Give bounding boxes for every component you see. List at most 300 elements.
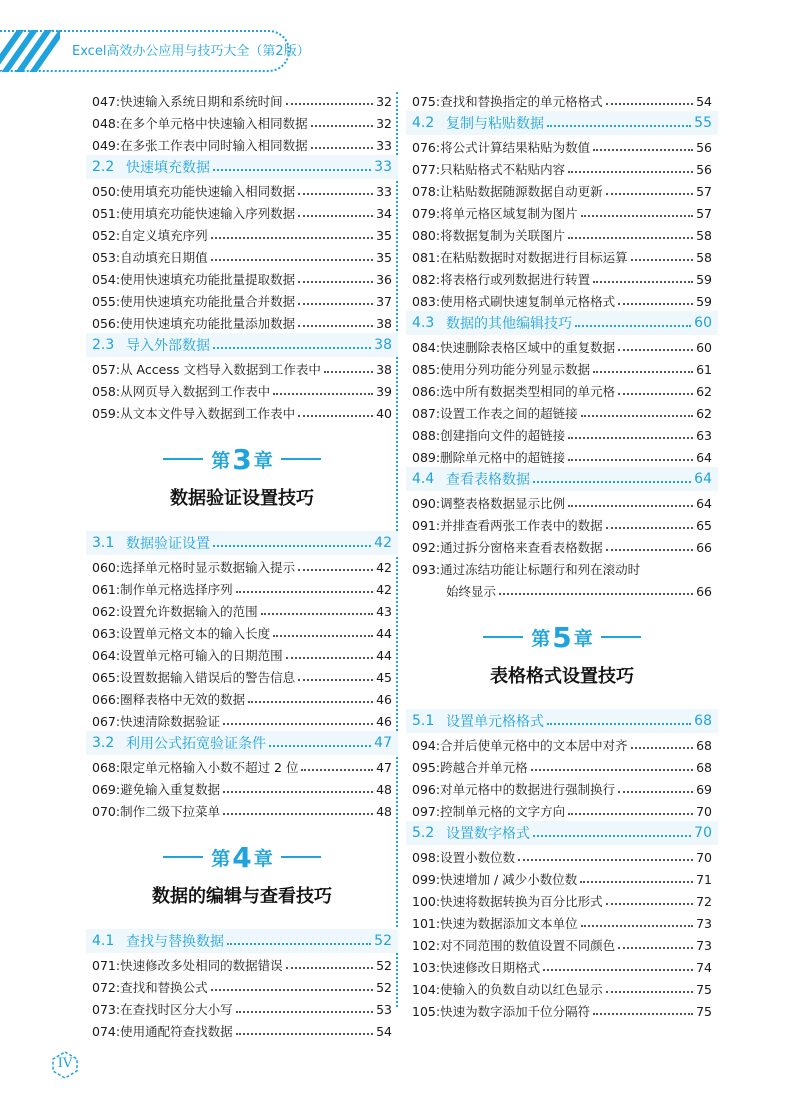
section-title: 复制与粘贴数据 [446, 116, 544, 132]
entry-page: 35 [376, 249, 392, 265]
entry-page: 71 [696, 871, 712, 887]
entry-page: 46 [376, 691, 392, 707]
chapter-number: 4 [232, 840, 252, 874]
toc-entry[interactable] [412, 158, 712, 180]
entry-title: 从 Access 文档导入数据到工作表中 [120, 362, 321, 377]
leader-dots [286, 103, 374, 105]
entry-page: 62 [696, 405, 712, 421]
entry-title: 使用分列功能分列显示数据 [440, 362, 591, 377]
chapter-title: 数据的编辑与查看技巧 [152, 886, 332, 907]
entry-number: 081: [412, 249, 441, 265]
section-number: 4.2 [412, 115, 435, 131]
toc-entry[interactable] [92, 290, 392, 312]
entry-number: 074: [92, 1023, 121, 1039]
entry-number: 055: [92, 293, 121, 309]
section-number: 3.2 [92, 735, 115, 751]
leader-dots [618, 393, 693, 395]
toc-entry[interactable] [92, 688, 392, 710]
entry-number: 061: [92, 581, 121, 597]
leader-dots [581, 215, 694, 217]
entry-page: 52 [376, 957, 392, 973]
leader-dots [533, 481, 691, 483]
entry-number: 078: [412, 183, 441, 199]
chapter-title: 表格格式设置技巧 [490, 666, 634, 687]
toc-section[interactable] [92, 732, 392, 754]
entry-page: 48 [376, 781, 392, 797]
leader-dots [213, 545, 371, 547]
toc-entry[interactable] [92, 268, 392, 290]
leader-dots [547, 125, 691, 127]
leader-dots [311, 125, 374, 127]
section-page: 42 [374, 535, 392, 551]
entry-page: 46 [376, 713, 392, 729]
entry-title: 在查找时区分大小写 [120, 1002, 233, 1017]
toc-entry[interactable] [92, 312, 392, 334]
entry-number: 098: [412, 849, 441, 865]
toc-section[interactable] [92, 334, 392, 356]
entry-title: 并排查看两张工作表中的数据 [440, 518, 603, 533]
entry-title-continued: 始终显示 [446, 584, 497, 599]
leader-dots [248, 701, 373, 703]
entry-number: 070: [92, 803, 121, 819]
toc-entry[interactable] [412, 734, 712, 756]
toc-entry[interactable] [412, 90, 712, 112]
leader-dots [223, 723, 373, 725]
entry-title: 合并后使单元格中的文本居中对齐 [440, 738, 628, 753]
entry-title: 快速清除数据验证 [120, 714, 221, 729]
chapter-number-line [92, 840, 392, 874]
entry-title: 快速修改日期格式 [440, 960, 541, 975]
leader-dots [581, 925, 694, 927]
entry-page: 42 [376, 559, 392, 575]
chapter-title: 数据验证设置技巧 [170, 488, 314, 509]
leader-dots [631, 259, 694, 261]
entry-title: 制作单元格选择序列 [120, 582, 233, 597]
chapter-number: 3 [232, 442, 252, 476]
entry-page: 73 [696, 937, 712, 953]
leader-dots [298, 281, 373, 283]
entry-page: 37 [376, 293, 392, 309]
toc-entry[interactable] [412, 978, 712, 1000]
entry-title: 跨越合并单元格 [440, 760, 528, 775]
entry-number: 088: [412, 427, 441, 443]
leader-dots [543, 969, 693, 971]
entry-page: 47 [376, 759, 392, 775]
entry-title: 只粘贴格式不粘贴内容 [440, 162, 566, 177]
entry-number: 065: [92, 669, 121, 685]
leader-dots [580, 881, 693, 883]
entry-page: 52 [376, 979, 392, 995]
entry-title: 自定义填充序列 [120, 228, 208, 243]
chapter-heading [412, 620, 712, 688]
entry-title: 从文本文件导入数据到工作表中 [120, 406, 296, 421]
section-number: 2.2 [92, 159, 115, 175]
toc-entry[interactable] [92, 756, 392, 778]
entry-title: 使用通配符查找数据 [120, 1024, 233, 1039]
entry-number: 085: [412, 361, 441, 377]
section-page: 70 [694, 825, 712, 841]
entry-page: 63 [696, 427, 712, 443]
leader-dots [211, 259, 374, 261]
entry-title: 设置单元格文本的输入长度 [120, 626, 271, 641]
toc-entry[interactable] [92, 644, 392, 666]
entry-title: 选择单元格时显示数据输入提示 [120, 560, 296, 575]
entry-page: 48 [376, 803, 392, 819]
leader-dots [236, 1011, 374, 1013]
entry-number: 089: [412, 449, 441, 465]
entry-page: 69 [696, 781, 712, 797]
entry-page: 68 [696, 759, 712, 775]
entry-title: 设置工作表之间的超链接 [440, 406, 578, 421]
entry-number: 101: [412, 915, 441, 931]
section-number: 4.1 [92, 933, 115, 949]
entry-page: 59 [696, 271, 712, 287]
entry-number: 080: [412, 227, 441, 243]
leader-dots [533, 835, 691, 837]
toc-entry[interactable] [92, 710, 392, 732]
toc-section[interactable] [412, 468, 712, 490]
entry-number: 073: [92, 1001, 121, 1017]
entry-number: 066: [92, 691, 121, 707]
leader-dots [298, 415, 373, 417]
leader-dots [547, 723, 691, 725]
toc-entry[interactable] [412, 846, 712, 868]
entry-number: 093: [412, 561, 441, 577]
entry-number: 067: [92, 713, 121, 729]
leader-dots [261, 613, 374, 615]
entry-number: 053: [92, 249, 121, 265]
toc-entry[interactable] [412, 446, 712, 468]
leader-dots [593, 281, 693, 283]
entry-number: 063: [92, 625, 121, 641]
leader-dots [211, 237, 374, 239]
entry-page: 35 [376, 227, 392, 243]
toc-entry[interactable] [92, 134, 392, 156]
toc-entry[interactable] [412, 246, 712, 268]
entry-title: 使用格式刷快速复制单元格格式 [440, 294, 616, 309]
entry-number: 054: [92, 271, 121, 287]
toc-entry[interactable] [92, 358, 392, 380]
toc-entry[interactable] [92, 246, 392, 268]
entry-title: 在多张工作表中同时输入相同数据 [120, 138, 308, 153]
leader-dots [269, 745, 371, 747]
entry-number: 068: [92, 759, 121, 775]
toc-entry[interactable] [412, 492, 712, 514]
entry-page: 40 [376, 405, 392, 421]
toc-entry[interactable] [412, 868, 712, 890]
chapter-rule-left [483, 636, 523, 638]
toc-entry[interactable] [412, 290, 712, 312]
leader-dots [575, 325, 691, 327]
entry-title: 设置允许数据输入的范围 [120, 604, 258, 619]
toc-entry[interactable] [412, 756, 712, 778]
entry-number: 057: [92, 361, 121, 377]
entry-number: 083: [412, 293, 441, 309]
toc-entry[interactable] [412, 934, 712, 956]
leader-dots [227, 943, 371, 945]
toc-entry[interactable] [92, 578, 392, 600]
leader-dots [568, 237, 693, 239]
entry-number: 097: [412, 803, 441, 819]
entry-title: 控制单元格的文字方向 [440, 804, 566, 819]
section-number: 4.4 [412, 471, 435, 487]
entry-number: 058: [92, 383, 121, 399]
toc-section[interactable] [92, 156, 392, 178]
entry-number: 105: [412, 1003, 441, 1019]
entry-title: 快速删除表格区域中的重复数据 [440, 340, 616, 355]
leader-dots [298, 303, 373, 305]
toc-entry[interactable] [412, 800, 712, 822]
entry-page: 33 [376, 137, 392, 153]
toc-entry[interactable] [92, 202, 392, 224]
toc-entry[interactable] [92, 666, 392, 688]
entry-title: 查找和替换公式 [120, 980, 208, 995]
toc-entry[interactable] [92, 380, 392, 402]
toc-entry[interactable] [412, 224, 712, 246]
chapter-rule-right [281, 856, 321, 858]
entry-title: 设置单元格可输入的日期范围 [120, 648, 283, 663]
toc-section[interactable] [92, 532, 392, 554]
entry-title: 通过拆分窗格来查看表格数据 [440, 540, 603, 555]
leader-dots [298, 679, 373, 681]
chapter-heading [92, 840, 392, 908]
entry-title: 将数据复制为关联图片 [440, 228, 566, 243]
leader-dots [236, 591, 374, 593]
entry-number: 051: [92, 205, 121, 221]
toc-entry[interactable] [412, 268, 712, 290]
leader-dots [568, 813, 693, 815]
toc-entry[interactable] [412, 424, 712, 446]
entry-page: 54 [376, 1023, 392, 1039]
toc-entry[interactable] [92, 954, 392, 976]
toc-entry[interactable] [412, 890, 712, 912]
toc-entry[interactable] [412, 380, 712, 402]
chapter-number-line [92, 442, 392, 476]
chapter-rule-left [163, 458, 203, 460]
entry-title: 使用快速填充功能批量提取数据 [120, 272, 296, 287]
section-title: 导入外部数据 [126, 338, 210, 354]
entry-page: 73 [696, 915, 712, 931]
entry-page: 45 [376, 669, 392, 685]
toc-entry[interactable] [412, 558, 712, 580]
entry-title: 对不同范围的数值设置不同颜色 [440, 938, 616, 953]
entry-title: 调整表格数据显示比例 [440, 496, 566, 511]
entry-page: 66 [696, 583, 712, 599]
toc-entry[interactable] [412, 536, 712, 558]
entry-page: 64 [696, 495, 712, 511]
toc-entry[interactable] [412, 912, 712, 934]
leader-dots [223, 813, 373, 815]
section-number: 5.2 [412, 825, 435, 841]
toc-entry[interactable] [412, 358, 712, 380]
entry-number: 091: [412, 517, 441, 533]
toc-entry[interactable] [92, 224, 392, 246]
toc-entry[interactable] [92, 800, 392, 822]
section-page: 64 [694, 471, 712, 487]
entry-title: 设置数据输入错误后的警告信息 [120, 670, 296, 685]
leader-dots [606, 991, 694, 993]
toc-entry[interactable] [412, 514, 712, 536]
entry-number: 064: [92, 647, 121, 663]
section-page: 33 [374, 159, 392, 175]
chapter-suffix: 章 [253, 449, 273, 472]
section-page: 52 [374, 933, 392, 949]
toc-entry[interactable] [92, 90, 392, 112]
leader-dots [606, 549, 694, 551]
toc-section[interactable] [412, 112, 712, 134]
toc-entry[interactable] [92, 112, 392, 134]
entry-page: 44 [376, 647, 392, 663]
entry-number: 102: [412, 937, 441, 953]
entry-number: 071: [92, 957, 121, 973]
leader-dots [631, 747, 694, 749]
toc-entry[interactable] [412, 778, 712, 800]
leader-dots [298, 325, 373, 327]
section-number: 3.1 [92, 535, 115, 551]
leader-dots [593, 1013, 693, 1015]
section-page: 47 [374, 735, 392, 751]
toc-entry[interactable] [412, 956, 712, 978]
chapter-prefix: 第 [531, 627, 551, 650]
leader-dots [531, 769, 694, 771]
entry-title: 创建指向文件的超链接 [440, 428, 566, 443]
page-number-badge [50, 1050, 80, 1080]
toc-entry[interactable] [412, 136, 712, 158]
toc-entry[interactable] [92, 998, 392, 1020]
toc-entry[interactable] [92, 976, 392, 998]
chapter-prefix: 第 [211, 449, 231, 472]
section-title: 数据的其他编辑技巧 [446, 316, 572, 332]
toc-entry[interactable] [412, 202, 712, 224]
entry-number: 062: [92, 603, 121, 619]
entry-title: 快速修改多处相同的数据错误 [120, 958, 283, 973]
entry-title: 让粘贴数据随源数据自动更新 [440, 184, 603, 199]
entry-page: 70 [696, 803, 712, 819]
leader-dots [301, 769, 373, 771]
chapter-rule-left [163, 856, 203, 858]
leader-dots [618, 791, 693, 793]
toc-entry[interactable] [92, 180, 392, 202]
leader-dots [213, 169, 371, 171]
leader-dots [618, 349, 693, 351]
leader-dots [568, 437, 693, 439]
section-page: 55 [694, 115, 712, 131]
entry-number: 087: [412, 405, 441, 421]
entry-number: 086: [412, 383, 441, 399]
toc-entry[interactable] [92, 402, 392, 424]
leader-dots [606, 193, 694, 195]
toc-section[interactable] [412, 312, 712, 334]
section-title: 设置数字格式 [446, 826, 530, 842]
leader-dots [311, 147, 374, 149]
leader-dots [593, 149, 693, 151]
entry-page: 62 [696, 383, 712, 399]
leader-dots [606, 527, 694, 529]
chapter-rule-right [281, 458, 321, 460]
entry-page: 43 [376, 603, 392, 619]
entry-page: 68 [696, 737, 712, 753]
book-title: Excel高效办公应用与技巧大全（第2版） [72, 44, 310, 59]
entry-page: 65 [696, 517, 712, 533]
toc-entry[interactable] [412, 336, 712, 358]
section-page: 38 [374, 337, 392, 353]
leader-dots [618, 303, 693, 305]
entry-title: 限定单元格输入小数不超过 2 位 [120, 760, 299, 775]
entry-number: 082: [412, 271, 441, 287]
leader-dots [273, 393, 373, 395]
entry-page: 61 [696, 361, 712, 377]
chapter-number: 5 [552, 620, 572, 654]
leader-dots [606, 103, 694, 105]
toc-entry[interactable] [92, 622, 392, 644]
section-number: 2.3 [92, 337, 115, 353]
entry-number: 099: [412, 871, 441, 887]
entry-number: 072: [92, 979, 121, 995]
toc-section[interactable] [92, 930, 392, 952]
toc-section[interactable] [412, 710, 712, 732]
entry-title: 将单元格区域复制为图片 [440, 206, 578, 221]
entry-number: 049: [92, 137, 121, 153]
entry-title: 查找和替换指定的单元格格式 [440, 94, 603, 109]
toc-entry[interactable] [412, 1000, 712, 1022]
section-page: 60 [694, 315, 712, 331]
leader-dots [499, 593, 693, 595]
entry-number: 076: [412, 139, 441, 155]
section-title: 设置单元格格式 [446, 714, 544, 730]
entry-title: 使输入的负数自动以红色显示 [440, 982, 603, 997]
leader-dots [606, 903, 694, 905]
entry-number: 056: [92, 315, 121, 331]
entry-number: 050: [92, 183, 121, 199]
entry-page: 58 [696, 249, 712, 265]
entry-page: 60 [696, 339, 712, 355]
entry-page: 57 [696, 183, 712, 199]
entry-page: 75 [696, 981, 712, 997]
entry-page: 42 [376, 581, 392, 597]
chapter-suffix: 章 [253, 847, 273, 870]
entry-number: 052: [92, 227, 121, 243]
page-number: IV [57, 1056, 73, 1071]
toc-entry[interactable] [412, 180, 712, 202]
toc-entry[interactable] [92, 556, 392, 578]
entry-number: 069: [92, 781, 121, 797]
leader-dots [581, 415, 694, 417]
leader-dots [324, 371, 373, 373]
leader-dots [286, 657, 374, 659]
section-page: 68 [694, 713, 712, 729]
toc-entry[interactable] [92, 1020, 392, 1042]
toc-section[interactable] [412, 822, 712, 844]
entry-title: 在粘贴数据时对数据进行目标运算 [440, 250, 628, 265]
leader-dots [568, 505, 693, 507]
toc-entry[interactable] [92, 778, 392, 800]
leader-dots [273, 635, 373, 637]
chapter-suffix: 章 [573, 627, 593, 650]
section-title: 利用公式拓宽验证条件 [126, 736, 266, 752]
entry-number: 079: [412, 205, 441, 221]
leader-dots [223, 791, 373, 793]
entry-title: 使用快速填充功能批量合并数据 [120, 294, 296, 309]
entry-title: 选中所有数据类型相同的单元格 [440, 384, 616, 399]
toc-entry[interactable] [412, 402, 712, 424]
entry-number: 103: [412, 959, 441, 975]
entry-number: 090: [412, 495, 441, 511]
toc-entry[interactable] [92, 600, 392, 622]
entry-number: 084: [412, 339, 441, 355]
entry-title: 制作二级下拉菜单 [120, 804, 221, 819]
entry-page: 32 [376, 93, 392, 109]
chapter-prefix: 第 [211, 847, 231, 870]
